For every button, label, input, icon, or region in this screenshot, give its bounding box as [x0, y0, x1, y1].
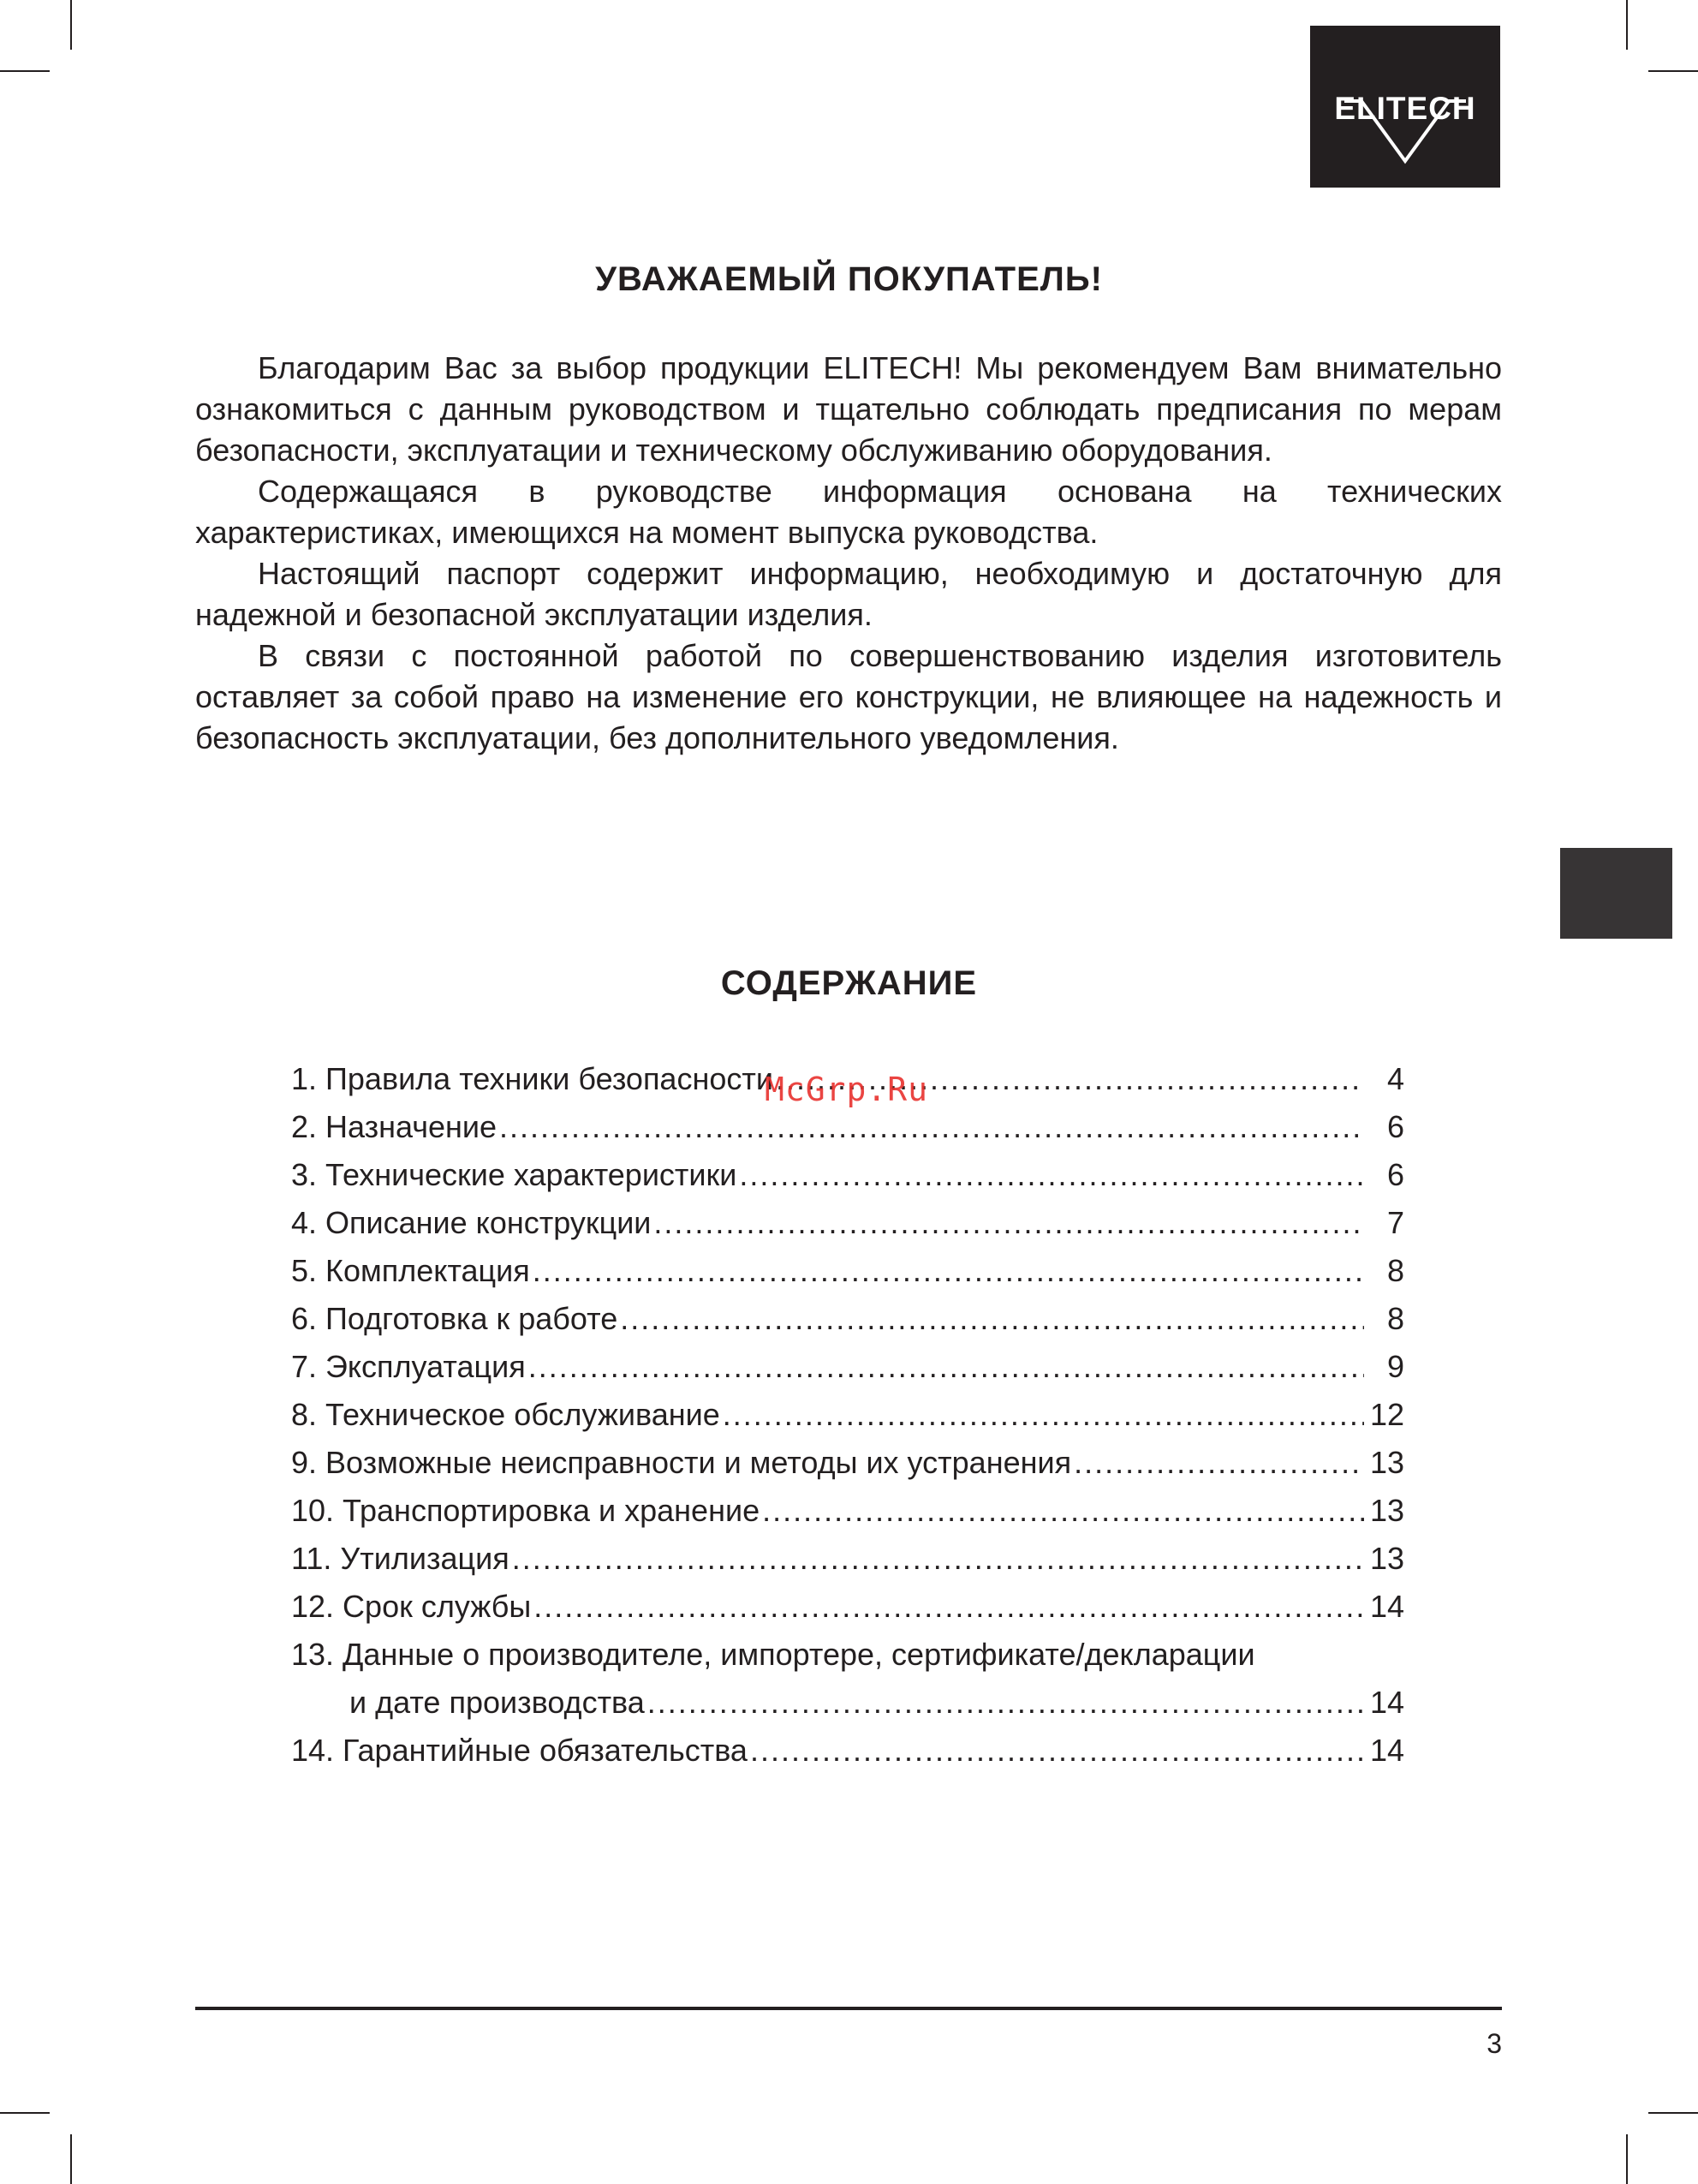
section-tab-marker — [1560, 848, 1672, 939]
toc-item-label: 4. Описание конструкции — [291, 1205, 652, 1240]
intro-paragraph: Настоящий паспорт содержит информацию, необходимую и достаточную для надежной и безопасной эксплуатации изделия. — [195, 556, 1502, 632]
toc-leader — [739, 1151, 1364, 1199]
toc-leader — [762, 1487, 1364, 1535]
toc-item-page: 9 — [1386, 1349, 1404, 1384]
intro-paragraph: В связи с постоянной работой по совершенствованию изделия изготовитель оставляет за собой право на изменение его конструкции, не влияющее на надежность и безопасность эксплуатации, без дополнительного уведомления. — [195, 638, 1502, 755]
toc-title: СОДЕРЖАНИЕ — [720, 964, 978, 1002]
toc-item[interactable] — [291, 1343, 1404, 1391]
toc-leader — [647, 1679, 1364, 1727]
elitech-logo — [1310, 26, 1500, 188]
toc-item-label: 5. Комплектация — [291, 1253, 530, 1288]
crop-mark — [1626, 2134, 1628, 2184]
intro-text — [195, 348, 1502, 759]
toc-leader — [512, 1535, 1364, 1583]
toc-item-page: 12 — [1369, 1397, 1404, 1432]
toc-leader — [1074, 1439, 1364, 1487]
toc-item-label: 12. Срок службы — [291, 1589, 532, 1624]
toc-item[interactable] — [291, 1103, 1404, 1151]
toc-item[interactable] — [291, 1583, 1404, 1631]
toc-leader — [723, 1391, 1364, 1439]
toc-item-label: 6. Подготовка к работе — [291, 1301, 618, 1336]
toc-item-page: 14 — [1369, 1589, 1404, 1624]
toc-leader — [499, 1103, 1364, 1151]
intro-paragraph: Содержащаяся в руководстве информация основана на технических характеристиках, имеющихся на момент выпуска руководства. — [195, 474, 1502, 550]
toc-item[interactable] — [291, 1391, 1404, 1439]
crop-mark — [0, 70, 50, 72]
toc-leader — [533, 1583, 1364, 1631]
toc-item-label: 7. Эксплуатация — [291, 1349, 526, 1384]
toc-item-label: 10. Транспортировка и хранение — [291, 1493, 760, 1528]
toc-item[interactable] — [291, 1631, 1404, 1679]
logo-text: ELITECH — [1334, 90, 1476, 126]
toc-item-label: 1. Правила техники безопасности — [291, 1061, 773, 1096]
toc-item-page: 13 — [1369, 1541, 1404, 1576]
toc-item[interactable] — [291, 1439, 1404, 1487]
toc-item-label: 14. Гарантийные обязательства — [291, 1733, 748, 1768]
toc-item-page: 13 — [1369, 1493, 1404, 1528]
toc-item-page: 8 — [1386, 1301, 1404, 1336]
toc-leader — [653, 1199, 1364, 1247]
page-number: 3 — [1486, 2028, 1502, 2059]
toc-item-page: 6 — [1386, 1157, 1404, 1192]
crop-mark — [70, 2134, 72, 2184]
toc-item-label: 3. Технические характеристики — [291, 1157, 737, 1192]
toc-item[interactable] — [291, 1295, 1404, 1343]
toc-item-page: 7 — [1386, 1205, 1404, 1240]
toc-item-page: 14 — [1369, 1733, 1404, 1768]
toc-item-page: 13 — [1369, 1445, 1404, 1480]
crop-mark — [1648, 2112, 1698, 2114]
footer-rule — [195, 2007, 1502, 2010]
toc-item[interactable] — [291, 1199, 1404, 1247]
toc-item-label: 11. Утилизация — [291, 1541, 509, 1576]
table-of-contents — [291, 1055, 1404, 1775]
toc-item[interactable] — [291, 1247, 1404, 1295]
toc-item-page: 4 — [1386, 1061, 1404, 1096]
watermark: McGrp.Ru — [765, 1071, 929, 1108]
crop-mark — [70, 0, 72, 50]
toc-item-label: 13. Данные о производителе, импортере, сертификате/декларации — [291, 1637, 1255, 1672]
toc-leader — [620, 1295, 1364, 1343]
crop-mark — [0, 2112, 50, 2114]
toc-item[interactable] — [291, 1487, 1404, 1535]
crop-mark — [1648, 70, 1698, 72]
toc-leader — [750, 1727, 1364, 1775]
toc-item-label: 9. Возможные неисправности и методы их устранения — [291, 1445, 1072, 1480]
crop-mark — [1626, 0, 1628, 50]
toc-item[interactable] — [291, 1727, 1404, 1775]
greeting-title: УВАЖАЕМЫЙ ПОКУПАТЕЛЬ! — [595, 260, 1103, 298]
toc-item[interactable] — [291, 1151, 1404, 1199]
toc-item-label: 2. Назначение — [291, 1109, 497, 1144]
toc-item-label-cont: и дате производства — [349, 1685, 645, 1720]
toc-item-page: 8 — [1386, 1253, 1404, 1288]
toc-leader — [533, 1247, 1364, 1295]
toc-item[interactable] — [291, 1535, 1404, 1583]
toc-item-page: 6 — [1386, 1109, 1404, 1144]
intro-paragraph: Благодарим Вас за выбор продукции ELITECH! Мы рекомендуем Вам внимательно ознакомиться с данным руководством и тщательно соблюдать предписания по мерам безопасности, эксплуатации и техническому обслуживанию оборудования. — [195, 350, 1502, 468]
toc-item-continuation[interactable] — [291, 1679, 1404, 1727]
toc-leader — [528, 1343, 1364, 1391]
toc-item-label: 8. Техническое обслуживание — [291, 1397, 720, 1432]
toc-item-page: 14 — [1369, 1685, 1404, 1720]
